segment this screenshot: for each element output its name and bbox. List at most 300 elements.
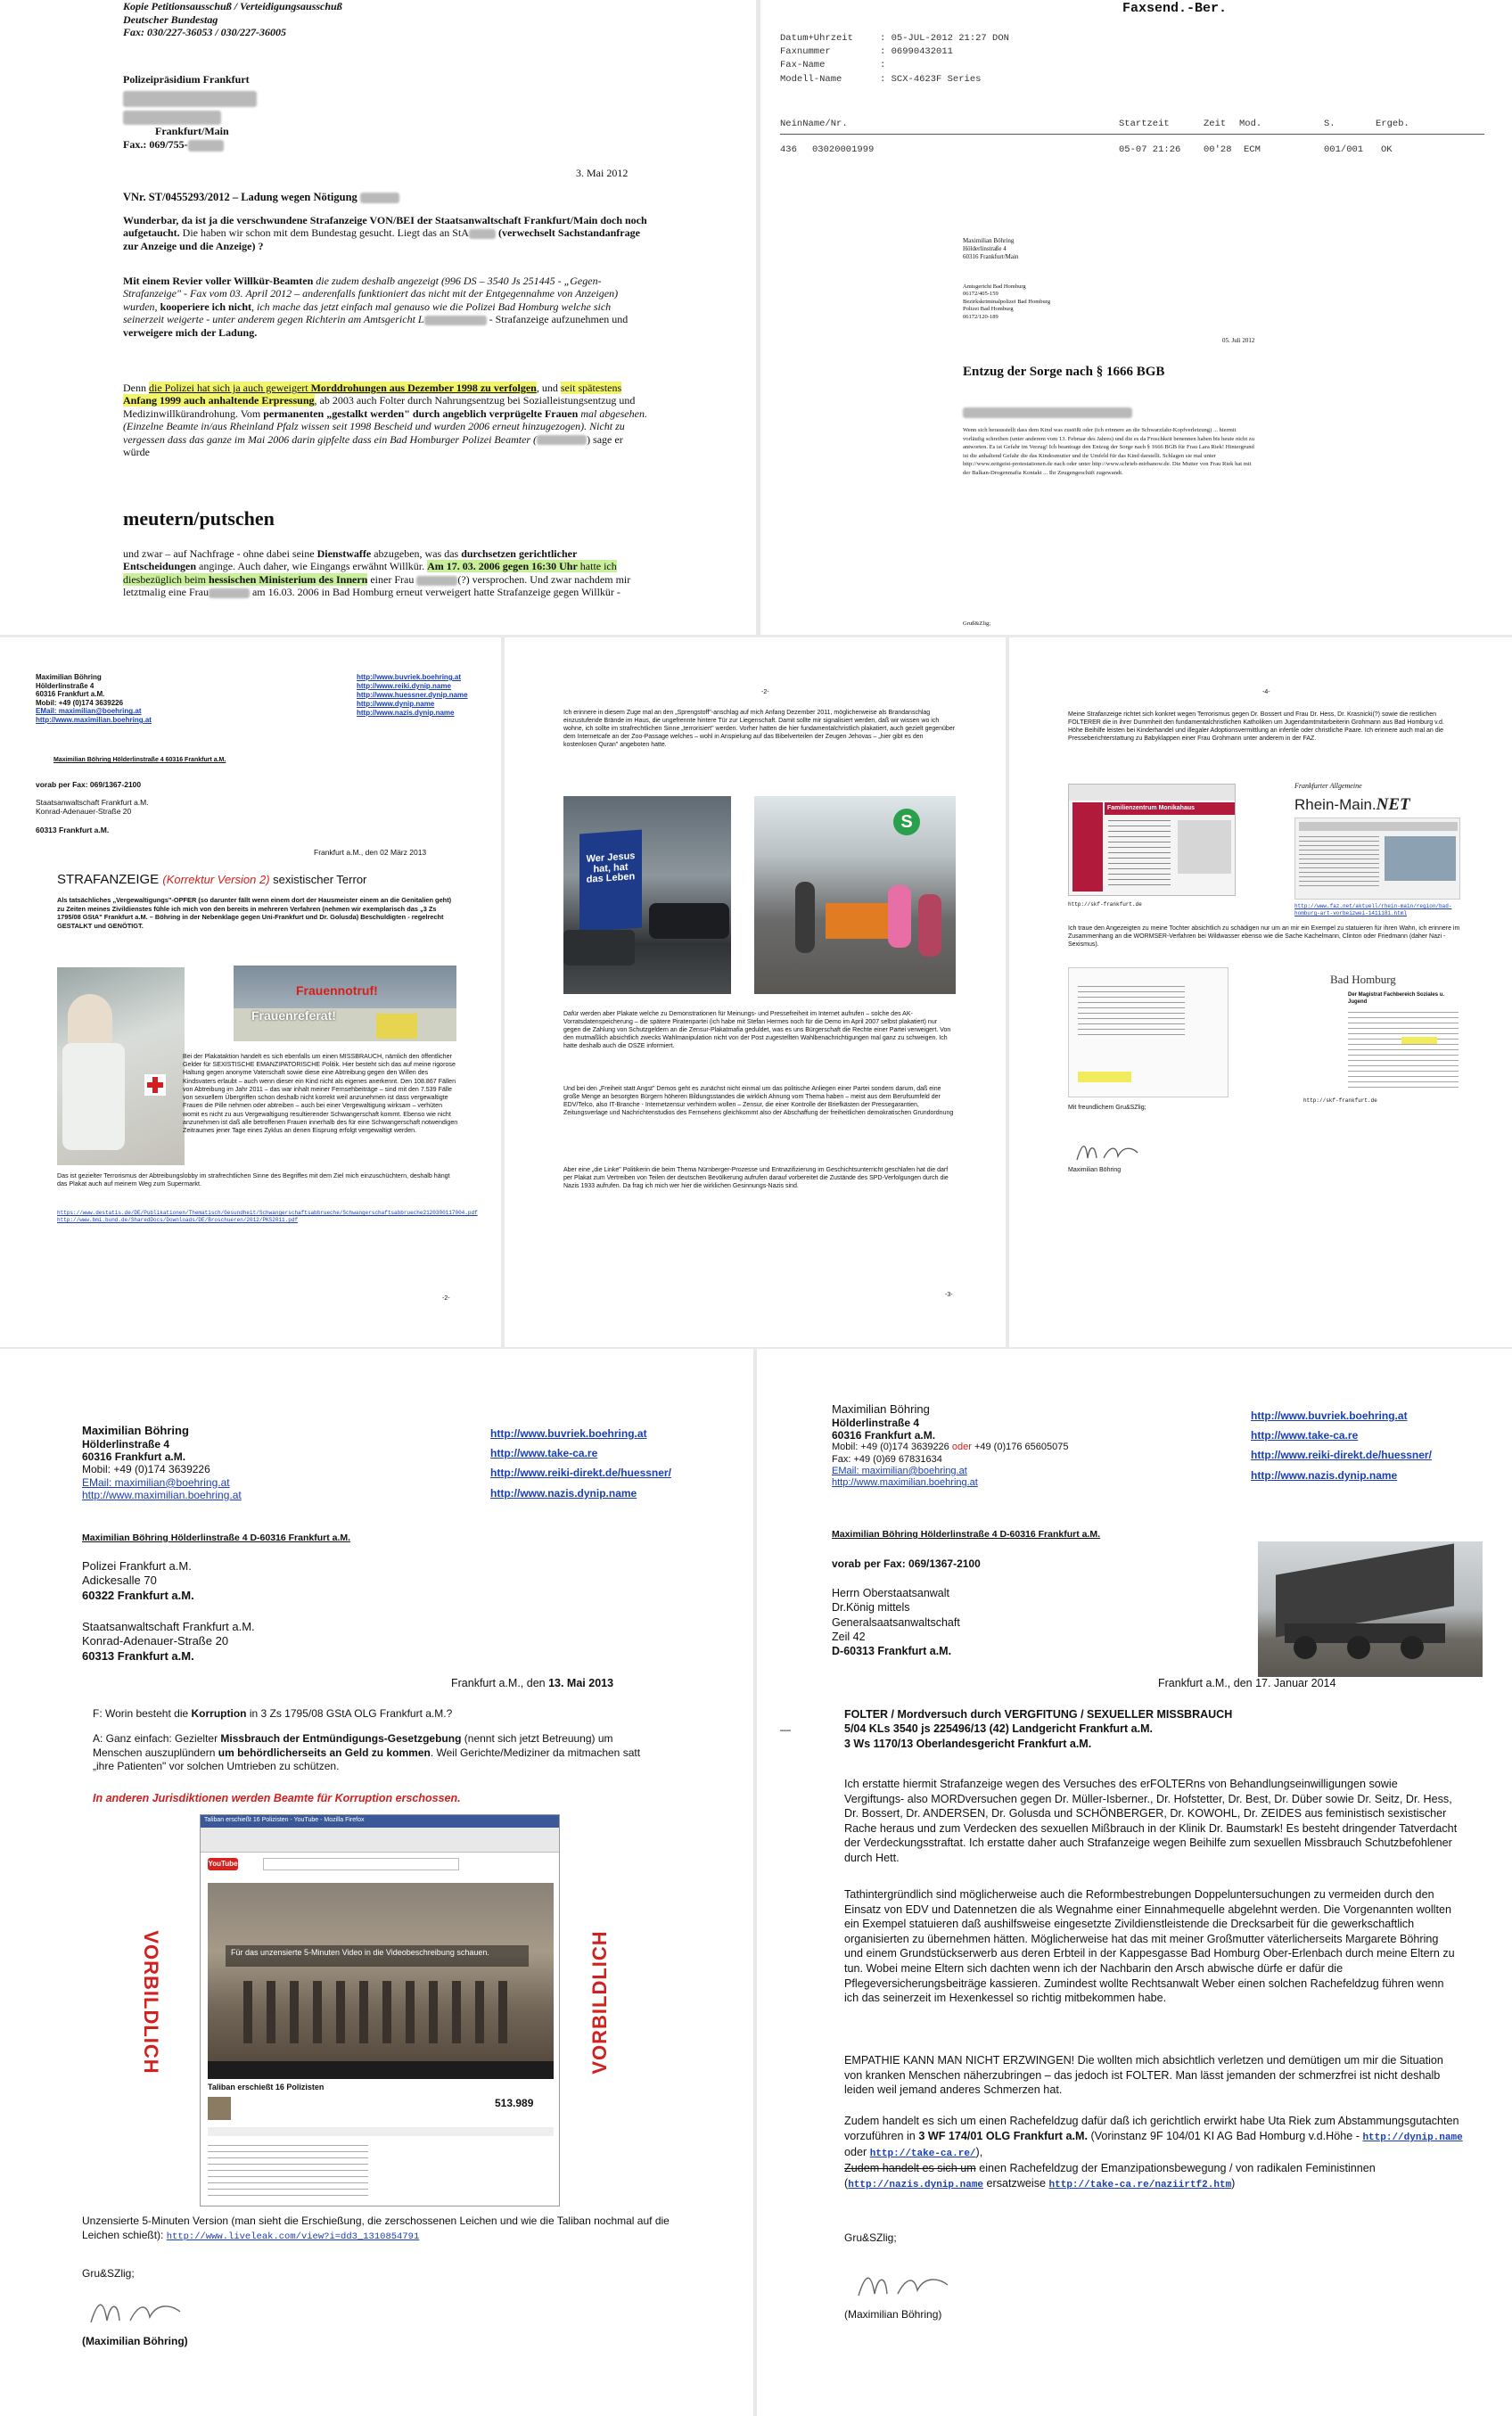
link[interactable]: http://www.nazis.dynip.name xyxy=(490,1486,637,1500)
a-text: A: Ganz einfach: Gezielter xyxy=(93,1732,221,1745)
paragraph-4 xyxy=(123,547,649,599)
line: 60316 Frankfurt a.M. xyxy=(82,1450,186,1463)
letter-date: Frankfurt a.M., den 17. Januar 2014 xyxy=(1158,1677,1336,1689)
demo-photo xyxy=(754,796,956,994)
recipient-block xyxy=(832,1586,960,1658)
link[interactable]: http://www.huessner.dynip.name xyxy=(357,691,468,699)
page-fax-report xyxy=(760,0,1512,635)
fax-table-header xyxy=(780,119,1493,130)
video-frame xyxy=(208,1883,554,2079)
para-text-highlight: Am 17. 03. 2006 gegen 16:30 Uhr xyxy=(427,560,578,573)
p4-text: einen Rachefeldzug der Emanzipationsbewegung / von radikalen Feministinnen ( xyxy=(844,2162,1376,2190)
link[interactable]: http://www.nazis.dynip.name xyxy=(357,709,455,717)
car-shape xyxy=(649,903,729,939)
body-text-3: Und bei den „Freiheit statt Angst" Demos geht es zunächst nicht einmal um das politische Anliegen einer Partei sondern darum, daß eine große Menge an besorgten Bürgern höheren Bildungsstandes die wirklich Ahnung vom Thema haben – meist aus dem Berufsumfeld der EDV/Telco, also IT-Branche - Internetzensur verhindern wollen – Zensur, die einer Kontrolle der Briefkästen der Pressegarantien, Zeitungsverlage und Nachrichtenstudios des Fernsehens gleichkommt also der Abschaffung der freiheitlichen demokratischen Grundordnung xyxy=(563,1086,954,1117)
p4-text: oder xyxy=(844,2146,870,2159)
line: D-60313 Frankfurt a.M. xyxy=(832,1645,952,1657)
para-text: Die haben wir schon mit dem Bundestag gesucht. Liegt das an StA xyxy=(179,226,469,240)
fax-field: Modell-Name : SCX-4623F Series xyxy=(780,73,1009,86)
line: Generalsaatsanwaltschaft xyxy=(832,1615,960,1629)
para-text: Dienstwaffe xyxy=(316,547,372,560)
line: 60313 Frankfurt a.M. xyxy=(82,1648,194,1663)
youtube-logo: YouTube xyxy=(208,1858,238,1870)
field-value: 06990432011 xyxy=(891,46,953,58)
signer-name: (Maximilian Böhring) xyxy=(844,2308,942,2321)
intro-text: Als tatsächliches „Vergewaltigungs"-OPFER (so darunter fällt wenn einem dort der Hausmeister einem an die Genitalien geht) zu Zeiten meines Zivildienstes fühle ich mich von den bereits in mehreren Verfahren (nehmen wir exemplarisch das „3 Zs 1795/08 GStA" Frankfurt a.M. – Böhring in der Nebenklage gegen Uni-Frankfurt und Dr. Golusda) Beschuldigten - regelrecht GESTALKT und GENÖTIGT. xyxy=(57,896,452,930)
browser-bar xyxy=(1069,785,1236,801)
source-link[interactable]: https://www.destatis.de/DE/Publikationen/Thematisch/Gesundheit/Schwangerschaftsabbrueche/Schwangerschaftsabbrueche2120300117004.pdf xyxy=(57,1210,478,1216)
answer xyxy=(93,1732,658,1774)
poster-photo xyxy=(57,967,185,1165)
car-shape xyxy=(563,930,635,966)
q-text: in 3 Zs 1795/08 GStA OLG Frankfurt a.M.? xyxy=(246,1707,453,1720)
fax-field: Datum+Uhrzeit : 05-JUL-2012 21:27 DON xyxy=(780,32,1009,45)
letter-scan xyxy=(1068,967,1228,1097)
link[interactable]: http://www.nazis.dynip.name xyxy=(1251,1468,1398,1482)
cross-badge xyxy=(144,1074,166,1096)
street-photo xyxy=(563,796,731,994)
paragraph-1 xyxy=(123,214,649,252)
fax-table-row xyxy=(780,144,1493,156)
site-sidebar xyxy=(1072,802,1103,892)
inner-body: Wenn sich herausstellt dass dem Kind was zustößt oder (ich erinnere an die Schwarzfahr-Kopfverletzung) ... hiermit vorläufig schreiben (unter anderem vom 13. Februar des Jahres) und die es da Froschkeit benennen haben bis heute nicht zu antworten. Es ist Gefahr im Verzug! Ich beantrage den Entzug der Sorge nach § 1666 BGB für Frau Lara Riek! Hintergrund ist die anhaltend Gefahr die das Kindesmutter und ihr Umfeld für das Kind darstellt. Schlagen sie mal unter http://www.zeitgeist-protestationen.de nach oder unter http://www.schrieb-mirbanow.de. Die Mutter von Frau Riek hat mit der Balkan-Drogenmafia Kontakt ... Ihr Zeugengeschäft zugewandt. xyxy=(963,427,1255,476)
col-header: Startzeit xyxy=(1119,119,1170,129)
line: Amtsgericht Bad Homburg xyxy=(963,284,1026,290)
cell: 03020001999 xyxy=(812,144,875,155)
wheel xyxy=(1294,1636,1317,1659)
wheel xyxy=(1401,1636,1424,1659)
links-block xyxy=(1251,1406,1432,1485)
naziirtf-link[interactable]: http://take-ca.re/naziirtf2.htm xyxy=(1048,2180,1232,2191)
recipient-1 xyxy=(82,1559,194,1603)
faz-link[interactable]: http://www.faz.net/aktuell/rhein-main/region/bad-homburg-art-vorbeizwei-1411181.html xyxy=(1294,903,1452,916)
mobil-line xyxy=(832,1442,1068,1453)
para-text-highlight: hatte ich diesbezüglich beim xyxy=(123,560,617,586)
liveleak-link[interactable]: http://www.liveleak.com/view?i=dd3_1310854791 xyxy=(166,2231,420,2243)
vorbildlich-text: VORBILDLICH xyxy=(140,1930,162,2075)
body-text: Meine Strafanzeige richtet sich konkret wegen Terrorismus gegen Dr. Bossert und Frau Dr. Hess, Dr. Krasnicki(?) sowie die restlichen FOLTERER die in ihrer Dummheit den fundamentalchristlichen Katholiken um Jugendamtmitarbeiterin Grohmann aus Bad Homburg v.d. Höhe Beihilfe leisten bei Kinderhandel und illegaler Adoptionsvermittlung an infertile oder christliche Paare. Ich erinnere auch mal an die Presseberichterstattung zu Babyklappen einer Frau Grohmann unter anderem in der FAZ. xyxy=(1068,711,1444,743)
link[interactable]: http://www.take-ca.re xyxy=(490,1447,598,1460)
redacted xyxy=(123,87,257,107)
page-folter-2014-01 xyxy=(757,1349,1512,2416)
info-stand xyxy=(826,903,888,939)
line: Hölderlinstraße 4 xyxy=(82,1437,170,1450)
line: 60313 Frankfurt a.M. xyxy=(36,825,110,834)
para-text-highlight: Anfang 1999 auch anhaltende Erpressung xyxy=(123,394,315,407)
date-value: 13. Mai 2013 xyxy=(548,1677,614,1689)
para-2: Tathintergründlich sind möglicherweise auch die Reformbestrebungen Doppeluntersuchungen zu vermeiden durch den Einsatz von EDV und Datennetzen die als Wegnahme einer Einnahmequelle abgelehnt werden. Die Vorgenannten wollten ein Exempel statuieren daß aushilfsweise eingesetzte Zivildienstleistende die Drecksarbeit für die gewerkschaftlich organisierten zu übernehmen hätten. Möglicherweise hat das mit meiner Großmutter väterlicherseits Margarete Böhring und einem Grundstückserwerb aus deren Erbteil in der Kappesgasse Bad Homburg Ober-Erlenbach durch meine Eltern zu tun. Wobei meine Eltern sich dachten wenn ich der Nachbarin den Arsch abwische dürfe er dafür die Pflegeversicherungsbeiträge kassieren. Zumindest wollte Rechtsanwalt Weber einen solchen Rachefeldzug führen wenn ich das seinerzeit im Hexenkessel so richtig mitbekommen habe. xyxy=(844,1888,1455,2005)
fax-report-title: Faxsend.-Ber. xyxy=(1122,1,1228,16)
bottom-desc: Unzensierte 5-Minuten Version (man sieht die Erschießung, die zerschossenen Leichen und wie die Taliban nochmal auf die Leichen schießt): xyxy=(82,2215,670,2242)
line: Hölderlinstraße 4 xyxy=(36,681,94,690)
rm-text: Rhein-Main. xyxy=(1294,796,1376,813)
page-continuation-2 xyxy=(505,637,1006,1347)
line: Hölderlinstraße 4 xyxy=(963,244,1007,252)
letter-title xyxy=(57,871,366,888)
para-text: , ab 2003 auch Folter durch Nahrungsentzug bei Sozialleistungsentzug und Medizinwillkürandrohung. Vom xyxy=(123,394,636,420)
para-text: - Strafanzeige aufzunehmen und xyxy=(486,313,629,326)
para-text-highlight: die Polizei hat sich ja auch geweigert xyxy=(149,382,308,394)
wheel xyxy=(1347,1636,1370,1659)
website-screenshot xyxy=(1068,784,1236,896)
line: Staatsanwaltschaft Frankfurt a.M. xyxy=(36,798,149,807)
para-text: einer Frau xyxy=(367,572,417,586)
header-block xyxy=(123,0,342,39)
p4-text: (Vorinstanz 9F 104/01 KI AG Bad Homburg v.d.Höhe - xyxy=(1087,2130,1363,2143)
fax-field: Faxnummer : 06990432011 xyxy=(780,45,1009,59)
date-text: Frankfurt a.M., den xyxy=(451,1677,549,1689)
youtube-screenshot xyxy=(200,1814,560,2206)
body-text: Ich erinnere in diesem Zuge mal an den „Sprengstoff"-anschlag auf mich Anfang Dezember 2011, möglicherweise als Brandanschlag einzustufende Brände im Haus, die ungefrennte hintere Tür zur Liegenschaft. Damit sollte mir signalisiert werden, daß wir wissen wo ich wohne, ich sollte im strafrechtlichen Sinne „terrorisiert" werden. Vorher hatten die hier fundamentalchristlich plakatiert, auch gezielt gegenüber dem Internetcafe an der Zoo-Passage welches – wohl in Anspielung auf das Bibelverteilen der Zeugen Jehovas – „hier gibt es den kostenlosen Quran" angeboten hatte. xyxy=(563,710,956,749)
truck-photo xyxy=(1258,1541,1483,1677)
para-4 xyxy=(844,2114,1468,2192)
page-number: -2- xyxy=(761,689,769,695)
line xyxy=(36,816,149,825)
letter-date: 3. Mai 2012 xyxy=(576,167,629,179)
para-text: mal abgesehen. (Einzelne Beamte in/aus Rheinland Pfalz wissen seit 1998 Bescheid und wurden 2006 erneut hinzugezogen). Nicht zu vergessen dass das ganze im Mai 2006 darin gipfelte dass ein Bad Homburger Polizei Beamter ( xyxy=(123,407,647,446)
link[interactable]: http://www.reiki-direkt.de/huessner/ xyxy=(1251,1449,1432,1462)
para-text: ) sage er würde xyxy=(123,432,623,458)
website-link[interactable]: http://www.maximilian.boehring.at xyxy=(36,715,152,724)
fax-line: vorab per Fax: 069/1367-2100 xyxy=(36,780,142,789)
video-title: Taliban erschießt 16 Polizisten xyxy=(208,2083,325,2091)
bottom-text xyxy=(82,2214,670,2243)
return-address: Maximilian Böhring Hölderlinstraße 4 D-60316 Frankfurt a.M. xyxy=(82,1533,351,1543)
para-text: anginge. Auch daher, wie Eingangs erwähnt Willkür. xyxy=(196,560,425,573)
take-care-link[interactable]: http://take-ca.re/ xyxy=(869,2149,976,2160)
p4-text: Zudem handelt es sich um einen Rachefeldzug dafür daß ich gerichtlich erwirkt habe Uta Riek zum Abstammungsgutachten vorzuführen in xyxy=(844,2115,1459,2143)
redacted xyxy=(963,405,1141,419)
closing: Gru&SZlig; xyxy=(844,2231,897,2244)
col-header: Nein xyxy=(780,119,803,129)
body-text-4: Aber eine „die Linke" Politikerin die beim Thema Nürnberger-Prozesse und Entnazifizierung im Geschichtsunterricht geschlafen hat die darf per Plakat zum Vertreiben von Teilen der deutschen Bevölkerung aufrufen darauf vorbereitet die Zustände des SPD-Verfolgungen durch die Nazis 1933 aufrufen. Da frag ich mich wer hier die wirklichen Gesinnungs-Nazis sind. xyxy=(563,1167,949,1190)
magistrat: Der Magistrat Fachbereich Soziales u. Jugend xyxy=(1348,992,1445,1005)
subject-line: 3 Ws 1170/13 Oberlandesgericht Frankfurt a.M. xyxy=(844,1737,1092,1750)
url-block xyxy=(57,1210,476,1224)
email-link[interactable]: EMail: maximilian@boehring.at xyxy=(36,707,142,716)
a-text: um behördlicherseits an Geld zu kommen xyxy=(218,1746,431,1759)
body-text-2: Das ist gezielter Terrorismus der Abtreibungslobby im strafrechtlichen Sinne des Begriffes mit dem Ziel mich einzuschüchtern, deshalb hängt das Plakat auch auf meinem Weg zum Supermarkt. xyxy=(57,1172,450,1188)
source-link[interactable]: http://skf-frankfurt.de xyxy=(1068,901,1142,908)
line: Maximilian Böhring xyxy=(832,1402,930,1416)
link[interactable]: http://www.buvriek.boehring.at xyxy=(357,673,462,681)
line: Zeil 42 xyxy=(832,1630,866,1643)
line: 60316 Frankfurt/Main xyxy=(963,252,1019,260)
para-text-highlight: seit spätestens xyxy=(560,382,622,394)
news-image xyxy=(1385,836,1456,881)
vorbildlich-text: VORBILDLICH xyxy=(588,1930,611,2075)
line: Dr.König mittels xyxy=(832,1601,910,1615)
video-controls[interactable] xyxy=(208,2061,554,2079)
title-text: sexistischer Terror xyxy=(269,873,367,886)
a-text: (nennt sich jetzt Betreuung) um Menschen auszuplündern xyxy=(93,1732,613,1759)
line: 60316 Frankfurt a.M. xyxy=(36,690,105,699)
subject-line: 5/04 KLs 3540 js 225496/13 (42) Landgericht Frankfurt a.M. xyxy=(844,1722,1153,1736)
rm-logo xyxy=(1294,794,1410,816)
para-text-highlight: hessischen Ministerium des Innern xyxy=(208,572,368,586)
field-key: Datum+Uhrzeit xyxy=(780,33,853,44)
col-header: Zeit xyxy=(1204,119,1227,129)
inner-title: Entzug der Sorge nach § 1666 BGB xyxy=(963,365,1165,379)
line: Fax: +49 (0)69 67831634 xyxy=(832,1453,942,1465)
mobil-text: +49 (0)176 65605075 xyxy=(971,1442,1069,1453)
signer-name: (Maximilian Böhring) xyxy=(82,2335,188,2347)
email-link[interactable]: EMail: maximilian@boehring.at xyxy=(832,1465,967,1476)
para-text: und zwar – auf Nachfrage - ohne dabei seine xyxy=(123,547,317,560)
sender-block xyxy=(832,1402,1068,1489)
title-correction: (Korrektur Version 2) xyxy=(162,873,270,886)
recipient-fax xyxy=(123,138,257,152)
link[interactable]: http://www.reiki-direkt.de/huessner/ xyxy=(490,1467,671,1480)
mobil-text: Mobil: +49 (0)174 3639226 xyxy=(832,1442,952,1453)
line: Maximilian Böhring xyxy=(36,673,102,681)
fax-line: vorab per Fax: 069/1367-2100 xyxy=(832,1557,981,1570)
para-text: Mit einem Revier voller Willkür-Beamten xyxy=(123,275,314,287)
inner-sender xyxy=(963,237,1018,260)
dynip-link[interactable]: http://dynip.name xyxy=(1362,2132,1463,2144)
cell: 00'28 xyxy=(1204,144,1232,155)
page-letter-police-fax xyxy=(0,0,756,635)
return-address: Maximilian Böhring Hölderlinstraße 4 60316 Frankfurt a.M. xyxy=(53,757,226,763)
red-statement: In anderen Jurisdiktionen werden Beamte für Korruption erschossen. xyxy=(93,1792,461,1804)
para-text-highlight: Morddrohungen aus Dezember 1998 zu verfolgen xyxy=(308,382,537,394)
browser-toolbar xyxy=(201,1828,560,1853)
line: 06172/120-189 xyxy=(963,313,998,320)
line: Hölderlinstraße 4 xyxy=(832,1416,920,1429)
a-text: . Weil Gerichte/Mediziner da mitmachen satt „ihre Patienten" vor solchen Umtrieben zu schützen. xyxy=(93,1746,641,1773)
field-key: Fax-Name xyxy=(780,60,826,71)
line: 60322 Frankfurt a.M. xyxy=(82,1588,194,1602)
subject-block xyxy=(844,1707,1232,1751)
field-value: SCX-4623F Series xyxy=(891,73,982,85)
para-text: kooperiere ich nicht xyxy=(160,300,251,313)
paragraph-2 xyxy=(123,275,649,339)
sign-text: Wer Jesus hat, hat das Leben xyxy=(586,851,636,885)
links-block xyxy=(357,673,468,718)
site-header: Familienzentrum Monikahaus xyxy=(1105,802,1235,815)
line: Mobil: +49 (0)174 3639226 xyxy=(36,698,124,707)
action-bar xyxy=(208,2127,554,2136)
window-title: Taliban erschießt 16 Polizisten - YouTube - Mozilla Firefox xyxy=(201,1815,560,1828)
para-text: durchsetzen gerichtlicher Entscheidungen xyxy=(123,547,578,573)
q-text: F: Worin besteht die xyxy=(93,1707,192,1720)
letter-date: Frankfurt a.M., den 02 März 2013 xyxy=(314,848,427,857)
a-text: Missbrauch der Entmündigungs-Gesetzgebung xyxy=(220,1732,462,1745)
field-key: Modell-Name xyxy=(780,73,842,85)
search-input[interactable] xyxy=(263,1858,459,1870)
para-text: Denn xyxy=(123,382,149,394)
signature xyxy=(1073,1138,1145,1170)
inner-date: 05. Juli 2012 xyxy=(1222,337,1255,344)
p4-text: ersatzweise xyxy=(983,2177,1049,2190)
p4-text: ) xyxy=(1231,2177,1236,2190)
bad-homburg-logo: Bad Homburg xyxy=(1330,973,1396,986)
page-strafanzeige-2013-03 xyxy=(0,637,501,1347)
line: Polizei Bad Homburg xyxy=(963,306,1014,313)
site-text xyxy=(1108,820,1171,888)
news-screenshot xyxy=(1294,818,1460,900)
line: Maximilian Böhring xyxy=(963,237,1015,244)
para-text: , und xyxy=(536,382,561,394)
link[interactable]: http://www.reiki.dynip.name xyxy=(357,682,451,690)
para-text: am 16.03. 2006 in Bad Homburg erneut verweigert hatte Strafanzeige gegen Willkür - xyxy=(251,586,620,599)
line: Staatsanwaltschaft Frankfurt a.M. xyxy=(82,1620,255,1633)
line: 60316 Frankfurt a.M. xyxy=(832,1428,936,1442)
col-header: Mod. xyxy=(1239,119,1262,129)
recipient-city: Frankfurt/Main xyxy=(155,124,229,137)
s-bahn-icon: S xyxy=(893,809,920,835)
poster-photo-2 xyxy=(234,966,456,1041)
figures xyxy=(243,1981,511,2043)
header-line: Deutscher Bundestag xyxy=(123,12,218,26)
para-text: Wunderbar, da ist ja die verschwundene Strafanzeige VON/BEI der Staatsanwaltschaft Frankfurt/Main doch noch aufgetaucht. xyxy=(123,214,647,240)
para-text: (?) versprochen. Und zwar nachdem mir letztmalig eine Frau xyxy=(123,572,631,599)
news-bar xyxy=(1299,822,1458,831)
description-text xyxy=(208,2145,368,2198)
page-korruption-2013-05 xyxy=(0,1349,753,2416)
scan-highlight xyxy=(1401,1037,1437,1044)
poster-subtext: Frauenreferat! xyxy=(251,1008,336,1023)
col-header: Name/Nr. xyxy=(802,119,848,129)
line: Herrn Oberstaatsanwalt xyxy=(832,1587,950,1599)
return-address: Maximilian Böhring Hölderlinstraße 4 D-60316 Frankfurt a.M. xyxy=(832,1529,1101,1540)
line: Polizei Frankfurt a.M. xyxy=(82,1559,192,1573)
fax-fields xyxy=(780,32,1009,86)
closing: Mit freundlichem Gru&SZlig; xyxy=(1068,1105,1146,1111)
page-number: -4- xyxy=(1262,689,1270,695)
field-key: Faxnummer xyxy=(780,46,831,58)
para-1: Ich erstatte hiermit Strafanzeige wegen des Versuches des erFOLTERns von Behandlungseinwilligungen sowie Vergiftungs- also MORDversuchen gegen Dr. Müller-Isberner., Dr. Hofstetter, Dr. Best, Dr. Düber sowie Dr. Seitz, Dr. Hess, Dr. Bossert, Dr. ANDERSEN, Dr. Golusda und SCHÖNBERGER, Dr. KOWOHL, Dr. ZEIDES aus feministisch sexistischer Rache heraus und zum Verdecken des sexuellen Mißbrauch in der Klinik Dr. Baumstark! Es besteht dringender Tatverdacht der Verdeckungsstraftat. Ich erstatte daher auch Strafanzeige wegen Beihilfe zum sexuellen Missbrauch Schutzbefohlener durch Hett. xyxy=(844,1778,1458,1865)
poster-sticker xyxy=(376,1014,417,1039)
para-text: abzugeben, was das xyxy=(371,547,462,560)
link[interactable]: http://www.buvriek.boehring.at xyxy=(1251,1409,1408,1422)
line: Maximilian Böhring xyxy=(82,1424,189,1437)
net-text: NET xyxy=(1376,795,1410,814)
web-link[interactable]: http://skf-frankfurt.de xyxy=(1303,1097,1377,1104)
cell: 05-07 21:26 xyxy=(1119,144,1181,155)
mobil-or: oder xyxy=(951,1442,972,1453)
recipient-name: Polizeipräsidium Frankfurt xyxy=(123,73,250,86)
header-line: Kopie Petitionsausschuß / Verteidigungsausschuß xyxy=(123,0,342,12)
para-text: , ich mache das jetzt einfach mal genauso wie die Polizei Bad Homburg welche sich seinerzeit weigerte - unter anderem gegen Richterin am Amtsgericht L xyxy=(123,300,612,326)
cell: 436 xyxy=(780,144,797,155)
signature xyxy=(855,2267,962,2307)
closing: Gru&SZlig; xyxy=(82,2267,135,2280)
reference-text: VNr. ST/0455293/2012 – Ladung wegen Nötigung xyxy=(123,191,357,203)
p4-text: ), xyxy=(975,2146,983,2159)
view-count: 513.989 xyxy=(495,2097,534,2109)
signer-name: Maximilian Böhring xyxy=(1068,1167,1122,1173)
signature xyxy=(87,2294,194,2334)
link[interactable]: http://www.dynip.name xyxy=(357,700,435,708)
person-figure xyxy=(888,885,911,948)
website-link[interactable]: http://www.maximilian.boehring.at xyxy=(82,1489,242,1502)
body-text-2: Dafür werden aber Plakate welche zu Demonstrationen für Meinungs- und Pressefreiheit im Internet aufrufen – solche des AK-Vorratsdatenspeicherung – die spätere Piratenpartei (ich habe mit Stefan Hermes noch für die Demo im April 2007 selbst plakatiert) nur gegen die Zahlung von Schutzgeldern an die Zensur-Plakatmafia geduldet, was es uns Bürgerschaft die Rechte einer Partei verweigert. Von den mutmaßlich absichtlich zwecks Wahlmanipulation nicht von der Post zugestellten Wahlbenachrichtigungen mal ganz zu schweigen. Ich hatte deshalb auch die OSZE informiert. xyxy=(563,1011,951,1050)
person-figure xyxy=(918,894,941,957)
link[interactable]: http://www.take-ca.re xyxy=(1251,1429,1359,1442)
para-text: permanenten „gestalkt werden" durch angeblich verprügelte Frauen xyxy=(263,407,579,420)
sender-block xyxy=(82,1424,242,1502)
nazis-link[interactable]: http://nazis.dynip.name xyxy=(848,2180,984,2191)
paragraph-3 xyxy=(123,382,649,458)
para-text: verweigere mich der Ladung. xyxy=(123,325,258,339)
vorbildlich-right xyxy=(583,1928,619,2080)
divider xyxy=(780,134,1484,135)
recipient-block xyxy=(36,798,149,834)
vorbildlich-left xyxy=(134,1928,169,2080)
title-text: STRAFANZEIGE xyxy=(57,872,163,887)
scan-highlight xyxy=(1078,1072,1131,1082)
body-text-2: Ich traue den Angezeigten zu meine Tochter absichtlich zu schädigen nur um an mir ein Exempel zu statuieren für ihren Wahn, ich erinnere im Zusammenhang an die WORMSER-Verfahren bei Wildwasser ebenso wie die Sache Kachelmann, Clinton oder Friedmann (daher Nazi - Sexismus). xyxy=(1068,925,1460,949)
inner-footer: Gruß&Zlig; xyxy=(963,620,991,627)
cell: ECM xyxy=(1244,144,1261,155)
col-header: Ergeb. xyxy=(1376,119,1409,129)
line: Konrad-Adenauer-Straße 20 xyxy=(82,1634,229,1648)
para-text: die zudem deshalb angezeigt (996 DS – 3540 Js 251445 - „Gegen-Strafanzeige" - Fax vom 03. April 2012 – anderenfalls funktioniert das nicht mit der Entgegennahme von Anzeigen) wurden, xyxy=(123,275,619,313)
para-3: EMPATHIE KANN MAN NICHT ERZWINGEN! Die wollten mich absichtlich verletzen und demütigen um mir die Situation von kranken Menschen näherzubringen – das jedoch ist FOLTER. Man lässt jemanden der schmerzfrei ist nicht deshalb leiden weil jemand anderes Schmerzen hat. xyxy=(844,2054,1443,2097)
person-figure xyxy=(795,882,815,953)
fax-label: Fax.: 069/755- xyxy=(123,138,188,152)
blue-sign xyxy=(579,830,642,933)
page-number-bottom: -3- xyxy=(945,1292,953,1298)
person-figure xyxy=(68,994,112,1048)
page-continuation-4 xyxy=(1009,637,1512,1347)
p4-text: 3 WF 174/01 OLG Frankfurt a.M. xyxy=(918,2130,1088,2143)
faz-logo: Frankfurter Allgemeine xyxy=(1294,782,1362,790)
line: Konrad-Adenauer-Straße 20 xyxy=(36,807,132,817)
recipient-2 xyxy=(82,1620,255,1664)
email-link[interactable]: EMail: maximilian@boehring.at xyxy=(82,1475,230,1489)
links-block xyxy=(490,1424,671,1503)
letter-date xyxy=(451,1676,613,1690)
line: Adickesalle 70 xyxy=(82,1574,157,1588)
subject-line: FOLTER / Mordversuch durch VERGFITUNG / SEXUELLER MISSBRAUCH xyxy=(844,1708,1233,1721)
poster-text: Frauennotruf! xyxy=(296,983,378,998)
header-line: Fax: 030/227-36053 / 030/227-36005 xyxy=(123,26,286,39)
page-number: -2- xyxy=(442,1295,450,1302)
field-value: 05-JUL-2012 21:27 DON xyxy=(891,33,1009,44)
news-text xyxy=(1299,836,1379,890)
fax-field: Fax-Name : xyxy=(780,59,1009,72)
line: Mobil: +49 (0)174 3639226 xyxy=(82,1463,210,1476)
scan-text xyxy=(1078,986,1185,1040)
site-image xyxy=(1178,820,1231,874)
redacted xyxy=(123,107,257,125)
para-text: (verwechselt Sachstandanfrage zur Anzeige und die Anzeige) ? xyxy=(123,226,640,252)
website-link[interactable]: http://www.maximilian.boehring.at xyxy=(832,1476,978,1488)
col-header: S. xyxy=(1324,119,1335,129)
sender-block xyxy=(36,673,152,725)
section-heading: meutern/putschen xyxy=(123,507,275,530)
inner-recipient xyxy=(963,284,1050,321)
scan-text xyxy=(1348,1012,1459,1089)
channel-avatar xyxy=(208,2097,231,2120)
question xyxy=(93,1707,663,1721)
link[interactable]: http://www.buvriek.boehring.at xyxy=(490,1427,647,1440)
video-caption: Für das unzensierte 5-Minuten Video in die Videobeschreibung schauen. xyxy=(226,1945,529,1967)
recipient-block xyxy=(123,73,257,152)
source-link[interactable]: http://www.bmi.bund.de/SharedDocs/Downloads/DE/Broschueren/2012/PKS2011.pdf xyxy=(57,1216,299,1223)
line: 06172/405-159 xyxy=(963,291,998,298)
reference-line xyxy=(123,190,399,204)
cell: 001/001 xyxy=(1324,144,1364,155)
dash: — xyxy=(780,1723,791,1736)
coat-shape xyxy=(62,1043,125,1150)
q-text: Korruption xyxy=(191,1707,247,1720)
body-text: Bei der Plakataktion handelt es sich ebenfalls um einen MISSBRAUCH, nämlich den öffentlicher Gelder für SEXISTISCHE EMANZIPATORISCHE Politik. Hier besteht sich das auf meine rigorose Haltung gegen anonyme Vaterschaft sowie diese eine Abtreibung gegen den Willen des Kindsvaters erlaubt – auch wenn dieser ein Kind nicht als eigenes anerkennt. Den 108.867 Fällen von Abtreibung im Jahr 2011 – das war inhalt meiner Fernsehbeiträge – sind mit den 7.539 Fälle von sexuellem Übergriffen schon deshalb nicht korrekt weil anzunehmen ist dass vergewaltigte Frauen die Pille nehmen oder abtreiben – auch bei einer Vergewaltigung wirksam – verhüten womit es nicht zu aus Vergewaltigung resultierender Schwangerschaft kommt. Ebenso wie nicht anzunehmen ist daß alle betroffenen Frauen innerhalb des für eine Schwangerschaft notwendigen Zeitraumes jener Tage eines Zyklus an denen Eisprung erfolgt vergewaltigt werden. xyxy=(183,1053,458,1134)
cell: OK xyxy=(1381,144,1393,155)
line: Bezirkskriminalpolizei Bad Homburg xyxy=(963,298,1051,305)
